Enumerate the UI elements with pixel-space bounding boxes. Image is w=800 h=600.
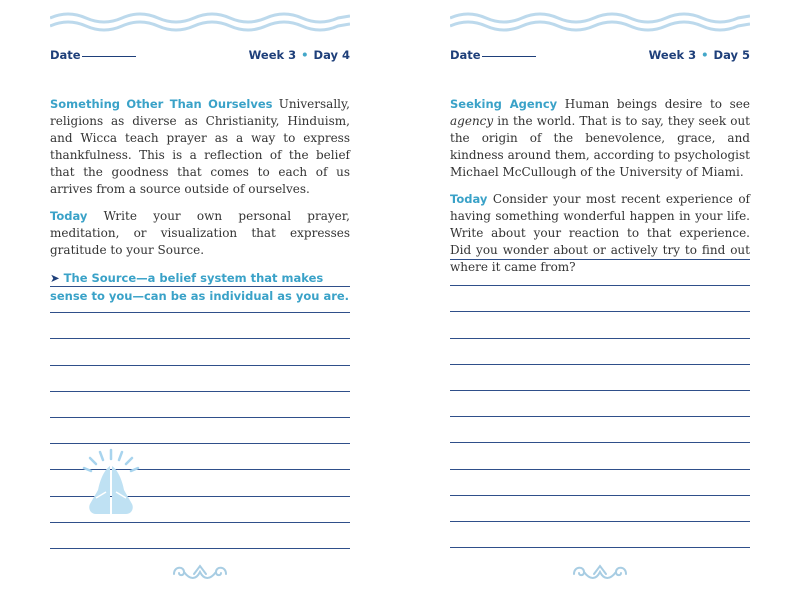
- today-heading: Today: [450, 192, 488, 206]
- day-label: Day 4: [313, 48, 350, 62]
- writing-line[interactable]: [450, 285, 750, 286]
- week-day-label: [249, 48, 350, 62]
- writing-line[interactable]: [450, 547, 750, 548]
- wave-border-icon: [450, 10, 750, 36]
- today-paragraph: [50, 208, 350, 259]
- writing-line[interactable]: [450, 364, 750, 365]
- swirl-flourish-icon: [170, 560, 230, 584]
- separator-dot: •: [301, 48, 309, 62]
- date-field: [450, 48, 536, 62]
- date-label: Date: [50, 48, 81, 62]
- writing-line[interactable]: [450, 416, 750, 417]
- arrow-icon: ➤: [50, 271, 60, 285]
- writing-line[interactable]: [450, 495, 750, 496]
- prompt-text: [50, 96, 350, 315]
- today-text: Write your own personal prayer, meditation, or visualization that expresses gratitude to your Source.: [50, 209, 350, 257]
- section-heading: Seeking Agency: [450, 97, 558, 111]
- right-journal-page: [400, 0, 800, 600]
- week-day-label: [649, 48, 750, 62]
- paragraph-text-continued: in the world. That is to say, they seek out the origin of the benevolence, grace, and kindness around them, according to psychologist Michael McCullough of the University of Miami.: [450, 114, 750, 179]
- writing-line[interactable]: [50, 286, 350, 287]
- emphasis-word: agency: [450, 114, 494, 128]
- date-label: Date: [450, 48, 481, 62]
- writing-line[interactable]: [50, 365, 350, 366]
- intro-paragraph: [50, 96, 350, 198]
- section-heading: Something Other Than Ourselves: [50, 97, 273, 111]
- intro-paragraph: [450, 96, 750, 181]
- page-header: [450, 48, 750, 66]
- date-blank-line: [82, 56, 136, 57]
- writing-line[interactable]: [450, 338, 750, 339]
- writing-line[interactable]: [450, 311, 750, 312]
- writing-line[interactable]: [50, 417, 350, 418]
- writing-lines[interactable]: [50, 286, 350, 574]
- paragraph-text: Universally, religions as diverse as Christianity, Hinduism, and Wicca teach prayer as a way to express thankfulness. This is a reflection of the belief that the goodness that comes to each of us arrives from a source outside of ourselves.: [50, 97, 350, 196]
- writing-line[interactable]: [450, 390, 750, 391]
- page-header: [50, 48, 350, 66]
- writing-line[interactable]: [50, 548, 350, 549]
- wave-border-icon: [50, 10, 350, 36]
- week-label: Week 3: [248, 48, 297, 62]
- swirl-flourish-icon: [570, 560, 630, 584]
- writing-line[interactable]: [50, 522, 350, 523]
- writing-line[interactable]: [450, 521, 750, 522]
- day-label: Day 5: [713, 48, 750, 62]
- writing-line[interactable]: [50, 391, 350, 392]
- writing-line[interactable]: [450, 259, 750, 260]
- today-heading: Today: [50, 209, 88, 223]
- writing-line[interactable]: [50, 338, 350, 339]
- writing-line[interactable]: [450, 469, 750, 470]
- prompt-text: [450, 96, 750, 286]
- today-text: Consider your most recent experience of having something wonderful happen in your life. Write about your reaction to that experience. Did you wonder about or actively try to find out where it came from?: [450, 192, 750, 274]
- separator-dot: •: [701, 48, 709, 62]
- week-label: Week 3: [648, 48, 697, 62]
- paragraph-text: Human beings desire to see: [557, 97, 750, 111]
- writing-line[interactable]: [50, 443, 350, 444]
- callout-text: The Source—a belief system that makes sense to you—can be as individual as you are.: [50, 271, 350, 303]
- writing-lines[interactable]: [450, 259, 750, 573]
- writing-line[interactable]: [50, 312, 350, 313]
- praying-hands-icon: [76, 448, 146, 520]
- date-blank-line: [482, 56, 536, 57]
- writing-line[interactable]: [450, 442, 750, 443]
- date-field: [50, 48, 136, 62]
